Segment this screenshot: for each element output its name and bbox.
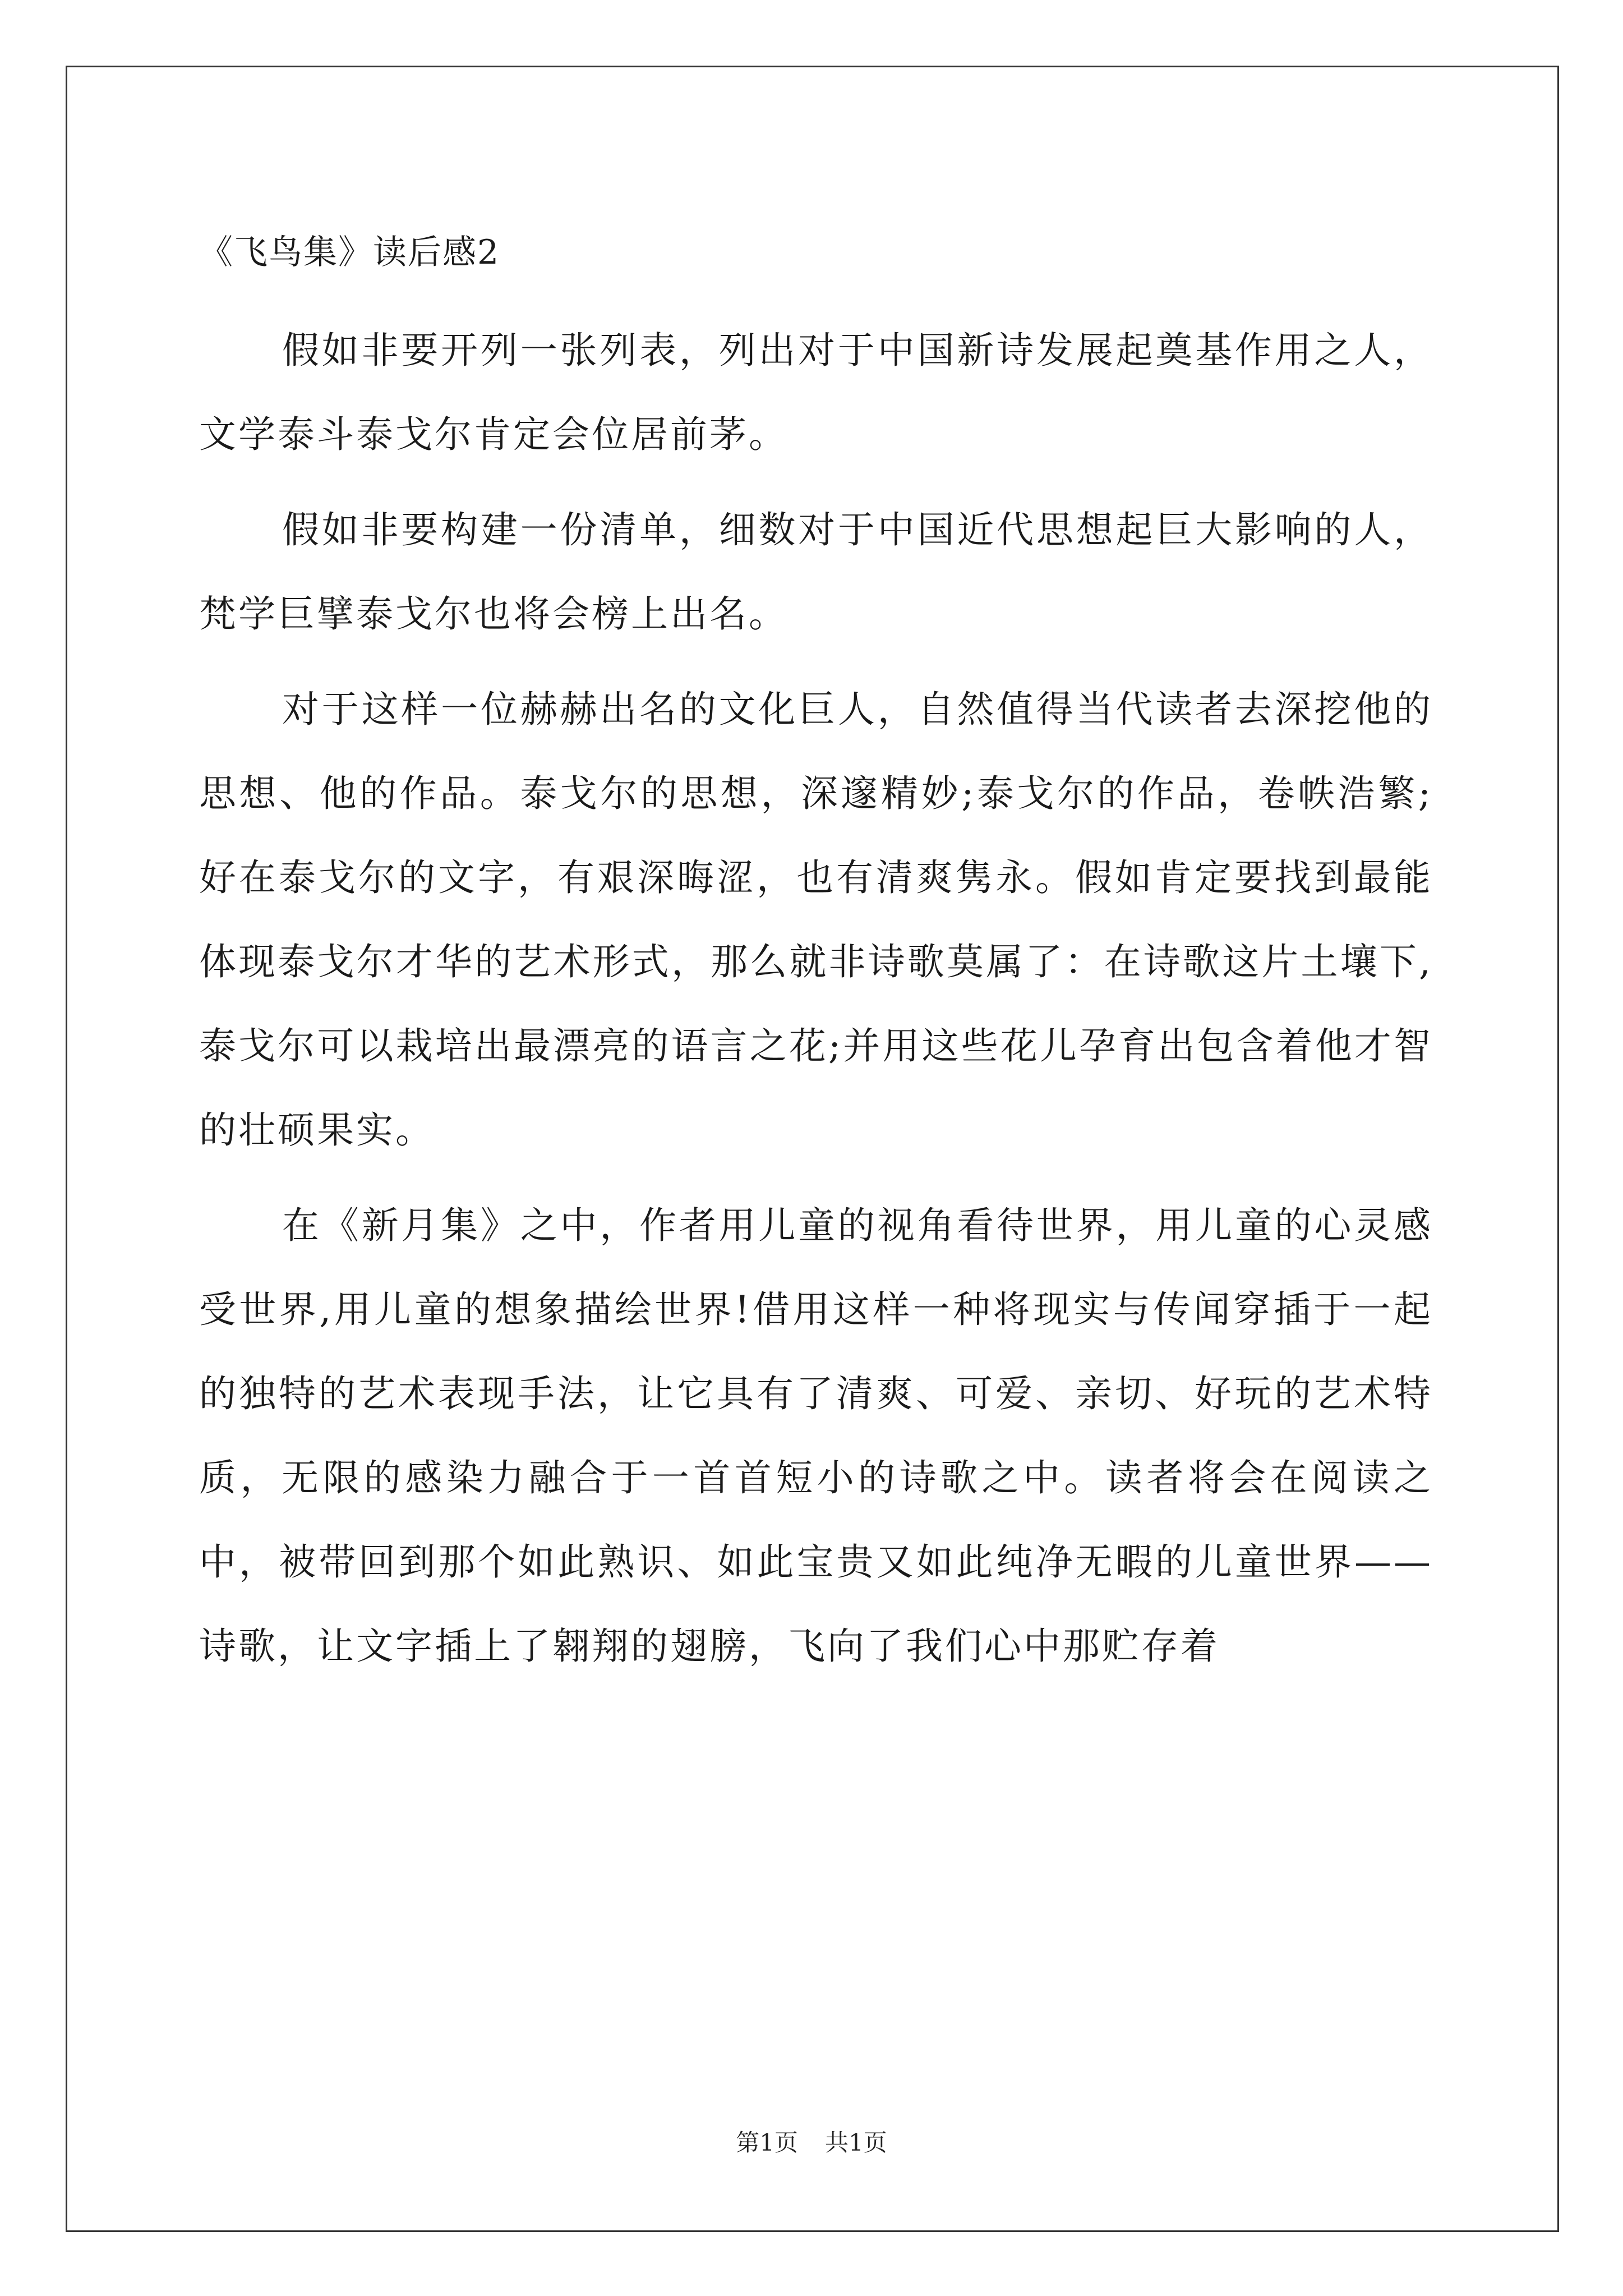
page-footer: [0, 2126, 1623, 2160]
paragraph-3: 对于这样一位赫赫出名的文化巨人，自然值得当代读者去深挖他的思想、他的作品。泰戈尔的思想，深邃精妙;泰戈尔的作品，卷帙浩繁;好在泰戈尔的文字，有艰深晦涩，也有清爽隽永。假如肯定要找到最能体现泰戈尔才华的艺术形式，那么就非诗歌莫属了：在诗歌这片土壤下,泰戈尔可以栽培出最漂亮的语言之花;并用这些花儿孕育出包含着他才智的壮硕果实。: [199, 688, 1433, 1152]
document-body: [199, 222, 1433, 1700]
paragraph-2: 假如非要构建一份清单，细数对于中国近代思想起巨大影响的人，梵学巨擘泰戈尔也将会榜上出名。: [199, 508, 1433, 636]
paragraph-4: 在《新月集》之中，作者用儿童的视角看待世界，用儿童的心灵感受世界,用儿童的想象描绘世界!借用这样一种将现实与传闻穿插于一起的独特的艺术表现手法，让它具有了清爽、可爱、亲切、好玩的艺术特质，无限的感染力融合于一首首短小的诗歌之中。读者将会在阅读之中，被带回到那个如此熟识、如此宝贵又如此纯净无暇的儿童世界——诗歌，让文字插上了翱翔的翅膀，飞向了我们心中那贮存着: [199, 1204, 1433, 1668]
paragraph-1: 假如非要开列一张列表，列出对于中国新诗发展起奠基作用之人，文学泰斗泰戈尔肯定会位居前茅。: [199, 329, 1433, 456]
document-title: 《飞鸟集》读后感2: [199, 233, 500, 272]
page-total: 共1页: [825, 2129, 887, 2156]
page-number: 第1页: [736, 2129, 798, 2156]
